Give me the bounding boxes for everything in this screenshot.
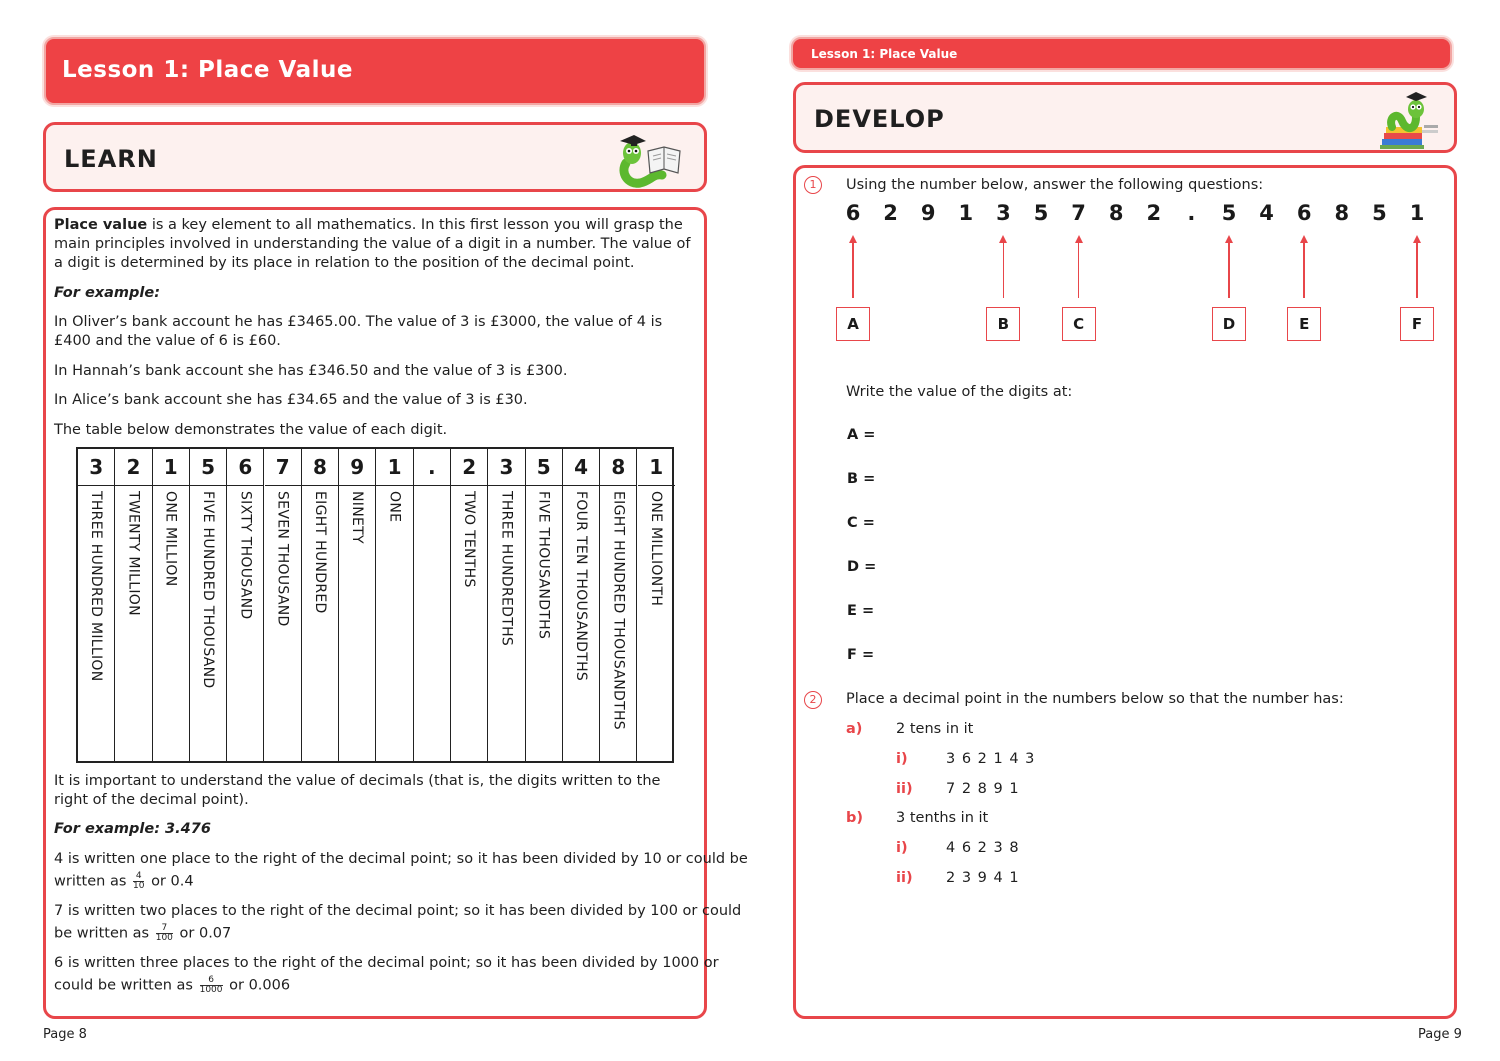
learn-section-header [43, 122, 707, 192]
table-digit-word: NINETY [349, 491, 366, 544]
fraction-denominator: 10 [133, 881, 145, 891]
table-digit: 9 [339, 449, 375, 486]
explain-4-prefix: written as [54, 873, 127, 890]
table-column [78, 449, 115, 761]
table-digit: 2 [115, 449, 151, 486]
q2b-text: 3 tenths in it [896, 810, 989, 826]
q2b-i-label: i) [896, 840, 908, 856]
number-digit: 2 [1146, 201, 1162, 225]
table-digit: 1 [376, 449, 412, 486]
table-column [302, 449, 339, 761]
number-digit: 4 [1259, 201, 1274, 225]
fraction-6-1000 [200, 976, 223, 995]
table-digit-word: THREE HUNDRED MILLION [88, 491, 105, 682]
table-digit: 2 [451, 449, 487, 486]
explain-7-line2 [54, 924, 231, 944]
lesson-banner [44, 37, 706, 105]
q2b-label: b) [846, 810, 864, 826]
explain-4-line1: 4 is written one place to the right of the decimal point; so it has been divided by 10 or could be [54, 851, 748, 867]
q2a-i-value: 3 6 2 1 4 3 [946, 751, 1036, 767]
table-digit: 1 [638, 449, 675, 486]
number-digit: 6 [1296, 201, 1312, 225]
explain-6-line2 [54, 976, 290, 996]
table-column [638, 449, 675, 761]
explain-6-prefix: could be written as [54, 977, 193, 994]
table-column [265, 449, 302, 761]
table-digit: . [414, 449, 450, 486]
table-digit-word: SEVEN THOUSAND [274, 491, 291, 627]
fraction-denominator: 1000 [199, 985, 223, 995]
question-2-text: Place a decimal point in the numbers below so that the number has: [846, 691, 1344, 707]
explain-6-line1: 6 is written three places to the right of the decimal point; so it has been divided by 1000 or [54, 955, 719, 971]
number-digit: 5 [1033, 201, 1049, 225]
answer-line[interactable]: A = [847, 427, 876, 443]
table-column [227, 449, 264, 761]
example-oliver: In Oliver’s bank account he has £3465.00. The value of 3 is £3000, the value of 4 is £400 and the value of 6 is £60. [54, 314, 663, 349]
label-box: D [1212, 307, 1246, 341]
table-digit-word: THREE HUNDREDTHS [498, 491, 515, 647]
table-digit-word: TWENTY MILLION [125, 491, 142, 616]
number-digit: 5 [1221, 201, 1237, 225]
pointer-arrow-head [999, 235, 1007, 243]
intro-paragraph [54, 216, 694, 273]
table-digit: 5 [526, 449, 562, 486]
question-2-number: 2 [804, 691, 822, 709]
pointer-arrow-line [1416, 242, 1418, 298]
pointer-arrow-head [849, 235, 857, 243]
bookworm-reading-icon [614, 129, 688, 189]
fraction-numerator: 7 [156, 924, 173, 934]
example-hannah: In Hannah’s bank account she has £346.50 and the value of 3 is £300. [54, 363, 568, 379]
table-column [414, 449, 451, 761]
fraction-denominator: 100 [155, 933, 173, 943]
number-digit: 5 [1372, 201, 1387, 225]
pointer-arrow-line [1078, 242, 1080, 298]
intro-bold: Place value [54, 217, 148, 233]
q2a-label: a) [846, 721, 863, 737]
table-column [153, 449, 190, 761]
q2b-i-value: 4 6 2 3 8 [946, 840, 1020, 856]
pointer-arrow-line [1303, 242, 1305, 298]
develop-content-box [793, 165, 1457, 1019]
table-digit-word: FIVE THOUSANDTHS [535, 491, 552, 640]
table-column [376, 449, 413, 761]
lesson-title: Lesson 1: Place Value [62, 57, 353, 83]
for-example-heading: For example: [54, 285, 161, 301]
label-box: A [836, 307, 870, 341]
table-digit-word: ONE MILLIONTH [648, 491, 665, 607]
q2a-text: 2 tens in it [896, 721, 974, 737]
table-digit: 3 [488, 449, 524, 486]
table-digit-word: EIGHT HUNDRED [311, 491, 328, 614]
answer-line[interactable]: B = [847, 471, 876, 487]
place-value-table [76, 447, 674, 763]
table-digit: 6 [227, 449, 263, 486]
pointer-arrow-line [1003, 242, 1005, 298]
page-number-left: Page 8 [43, 1027, 87, 1042]
pointer-arrow-line [1228, 242, 1230, 298]
label-box: B [986, 307, 1020, 341]
label-box: F [1400, 307, 1434, 341]
table-digit: 8 [600, 449, 636, 486]
table-column [190, 449, 227, 761]
decimals-note: It is important to understand the value of decimals (that is, the digits written to the right of the decimal point). [54, 773, 661, 808]
number-digit: 9 [920, 201, 936, 225]
table-digit: 7 [265, 449, 301, 486]
answer-line[interactable]: E = [847, 603, 875, 619]
example-alice: In Alice’s bank account she has £34.65 and the value of 3 is £30. [54, 392, 528, 408]
pointer-arrow-line [852, 242, 854, 298]
lesson-title-small: Lesson 1: Place Value [811, 47, 958, 61]
number-digit: 1 [1409, 201, 1425, 225]
label-box: C [1062, 307, 1096, 341]
lesson-banner-small [791, 37, 1452, 70]
write-prompt: Write the value of the digits at: [846, 384, 1073, 400]
section-title: DEVELOP [814, 105, 945, 133]
section-title: LEARN [64, 145, 158, 173]
explain-7-suffix: or 0.07 [179, 925, 232, 942]
table-intro: The table below demonstrates the value of each digit. [54, 422, 448, 438]
number-digit: 8 [1108, 201, 1124, 225]
fraction-7-100 [156, 924, 173, 943]
table-digit: 1 [153, 449, 189, 486]
explain-7-line1: 7 is written two places to the right of the decimal point; so it has been divided by 100 or could [54, 903, 742, 919]
table-column [526, 449, 563, 761]
table-digit: 3 [78, 449, 114, 486]
number-digit: 2 [883, 201, 898, 225]
develop-section-header [793, 82, 1457, 153]
q2a-i-label: i) [896, 751, 908, 767]
table-column [600, 449, 637, 761]
number-digit: 1 [958, 201, 974, 225]
table-column [451, 449, 488, 761]
fraction-numerator: 4 [133, 872, 144, 882]
table-column [339, 449, 376, 761]
intro-text: is a key element to all mathematics. In this first lesson you will grasp the main principles involved in understanding the value of a digit in a number. The value of a digit is determined by its place in relation to the position of the decimal point. [54, 217, 691, 271]
table-digit: 5 [190, 449, 226, 486]
number-digit: 3 [996, 201, 1011, 225]
q2b-ii-value: 2 3 9 4 1 [946, 870, 1020, 886]
number-digit: . [1187, 201, 1196, 225]
q2a-ii-label: ii) [896, 781, 913, 797]
table-column [563, 449, 600, 761]
fraction-numerator: 6 [200, 976, 223, 986]
question-1-number: 1 [804, 176, 822, 194]
table-digit-word: SIXTY THOUSAND [237, 491, 254, 620]
table-digit-word: FIVE HUNDRED THOUSAND [200, 491, 217, 689]
number-digit: 7 [1071, 201, 1086, 225]
table-digit-word: ONE MILLION [162, 491, 179, 587]
table-digit: 8 [302, 449, 338, 486]
answer-line[interactable]: C = [847, 515, 875, 531]
q2b-ii-label: ii) [896, 870, 913, 886]
explain-6-suffix: or 0.006 [229, 977, 291, 994]
pointer-arrow-head [1225, 235, 1233, 243]
table-digit: 4 [563, 449, 599, 486]
table-digit-word: EIGHT HUNDRED THOUSANDTHS [610, 491, 627, 730]
number-digit: 6 [845, 201, 861, 225]
bookworm-on-books-icon [1372, 87, 1444, 151]
table-column [115, 449, 152, 761]
answer-line[interactable]: F = [847, 647, 875, 663]
pointer-arrow-head [1075, 235, 1083, 243]
explain-4-line2 [54, 872, 194, 892]
fraction-4-10 [133, 872, 144, 891]
label-box: E [1287, 307, 1321, 341]
explain-4-suffix: or 0.4 [151, 873, 194, 890]
number-digit: 8 [1334, 201, 1350, 225]
question-1-text: Using the number below, answer the following questions: [846, 177, 1264, 193]
table-digit-word: TWO TENTHS [461, 491, 478, 588]
table-digit-word: FOUR TEN THOUSANDTHS [573, 491, 590, 682]
table-column [488, 449, 525, 761]
for-example-decimal-heading: For example: 3.476 [54, 821, 211, 837]
explain-7-prefix: be written as [54, 925, 150, 942]
q2a-ii-value: 7 2 8 9 1 [946, 781, 1020, 797]
pointer-arrow-head [1300, 235, 1308, 243]
table-digit-word: ONE [386, 491, 403, 523]
page-number-right: Page 9 [1418, 1027, 1462, 1042]
answer-line[interactable]: D = [847, 559, 877, 575]
pointer-arrow-head [1413, 235, 1421, 243]
